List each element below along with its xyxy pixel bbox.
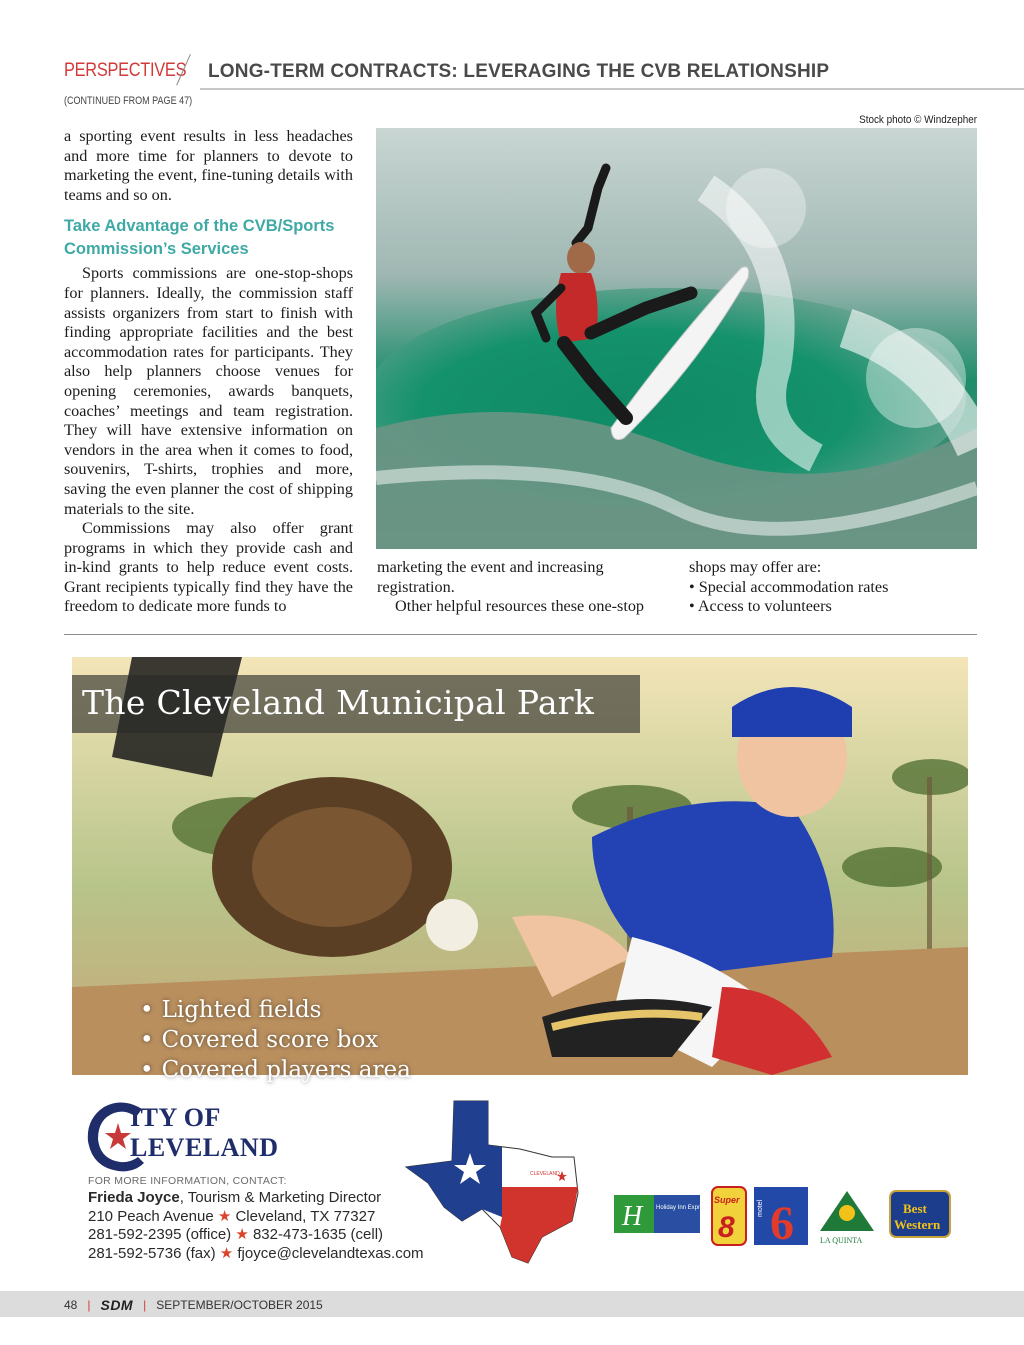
article-column-3 (689, 558, 977, 617)
contact-block (88, 1189, 424, 1263)
article-column-2 (377, 558, 665, 617)
ad-feature: • Lighted fields (140, 995, 411, 1025)
texas-flag-map (402, 1097, 602, 1267)
la-quinta-logo (816, 1187, 878, 1245)
svg-text:Best: Best (903, 1201, 927, 1216)
sponsor-logos (610, 1177, 960, 1257)
page-footer (64, 1297, 323, 1313)
footer-separator: | (87, 1298, 91, 1312)
city-logo-line-2: LEVELAND (130, 1133, 279, 1162)
svg-text:6: 6 (770, 1197, 794, 1250)
article-subhead: Take Advantage of the CVB/Sports Commission’s Services (64, 217, 335, 259)
best-western-logo (890, 1191, 950, 1237)
article-headline: LONG-TERM CONTRACTS: LEVERAGING THE CVB RELATIONSHIP (208, 61, 830, 82)
surfer-illustration (376, 128, 977, 549)
map-label: CLEVELAND (530, 1171, 560, 1177)
page-number: 48 (64, 1298, 78, 1312)
ad-feature-list (140, 995, 411, 1085)
surfer-photo (376, 128, 977, 549)
paragraph: Commissions may also offer grant programs in which they provide cash and in-kind grants to help reduce event costs. Grant recipients typically find they have the freedom to dedicate more funds to (64, 519, 353, 616)
svg-text:Western: Western (894, 1217, 941, 1232)
contact-role: , Tourism & Marketing Director (179, 1189, 382, 1206)
issue-date: SEPTEMBER/OCTOBER 2015 (156, 1298, 323, 1312)
footer-separator: | (143, 1298, 147, 1312)
contact-name: Frieda Joyce (88, 1189, 180, 1206)
svg-text:8: 8 (718, 1211, 735, 1244)
star-icon: ★ (219, 1244, 234, 1262)
contact-label: FOR MORE INFORMATION, CONTACT: (88, 1175, 287, 1187)
article-column-1 (64, 127, 353, 617)
photo-credit: Stock photo © Windzepher (859, 114, 977, 126)
ad-title: The Cleveland Municipal Park (82, 683, 595, 722)
continued-note: (CONTINUED FROM PAGE 47) (64, 95, 193, 107)
star-icon: ★ (235, 1226, 249, 1243)
paragraph: Other helpful resources these one-stop (395, 597, 645, 616)
ad-feature: • Covered score box (140, 1025, 411, 1055)
contact-name-line (88, 1189, 424, 1208)
list-item: • Access to volunteers (689, 597, 832, 616)
phone-office: 281-592-2395 (office) (88, 1226, 232, 1243)
svg-text:H: H (622, 1201, 643, 1232)
contact-phones (88, 1226, 424, 1245)
star-icon: ★ (217, 1207, 232, 1225)
contact-fax-email (88, 1245, 424, 1264)
paragraph: marketing the event and increasing registration. (377, 558, 604, 596)
paragraph: Sports commissions are one-stop-shops for planners. Ideally, the commission staff assists organizers from start to finish with finding appropriate facilities and the best accommodation rates for participants. They also help planners choose venues for opening ceremonies, awards banquets, coaches’ meetings and team registration. They will have extensive information on vendors in the area when it comes to food, souvenirs, T-shirts, trophies and more, saving the even planner the cost of shipping materials to the site. (64, 264, 353, 518)
section-divider (64, 634, 977, 635)
address-city: Cleveland, TX 77327 (235, 1207, 376, 1225)
svg-text:Super: Super (714, 1195, 740, 1205)
header-rule (200, 88, 1024, 90)
contact-email[interactable]: fjoyce@clevelandtexas.com (237, 1244, 424, 1262)
paragraph: a sporting event results in less headaches and more time for planners to devote to marketing the event, fine-tuning details with teams and so on. (64, 127, 353, 204)
motel-6-logo (754, 1187, 808, 1250)
holiday-inn-express-logo (610, 1191, 709, 1237)
ad-feature: • Covered players area (140, 1055, 411, 1085)
cleveland-park-ad (72, 657, 968, 1275)
magazine-name: SDM (100, 1297, 134, 1313)
section-label: PERSPECTIVES (64, 60, 187, 81)
list-item: • Special accommodation rates (689, 577, 889, 596)
address-street: 210 Peach Avenue (88, 1207, 214, 1225)
phone-fax: 281-592-5736 (fax) (88, 1244, 216, 1262)
contact-address (88, 1208, 424, 1227)
svg-text:LA QUINTA: LA QUINTA (820, 1236, 863, 1245)
svg-text:motel: motel (757, 1199, 764, 1217)
phone-cell: 832-473-1635 (cell) (252, 1226, 384, 1243)
svg-text:Holiday Inn Express: Holiday Inn Express (656, 1205, 710, 1211)
city-logo-line-1: ITY OF (130, 1103, 221, 1132)
city-of-cleveland-logo (82, 1097, 292, 1177)
super-8-logo (712, 1187, 746, 1245)
paragraph: shops may offer are: (689, 558, 822, 576)
